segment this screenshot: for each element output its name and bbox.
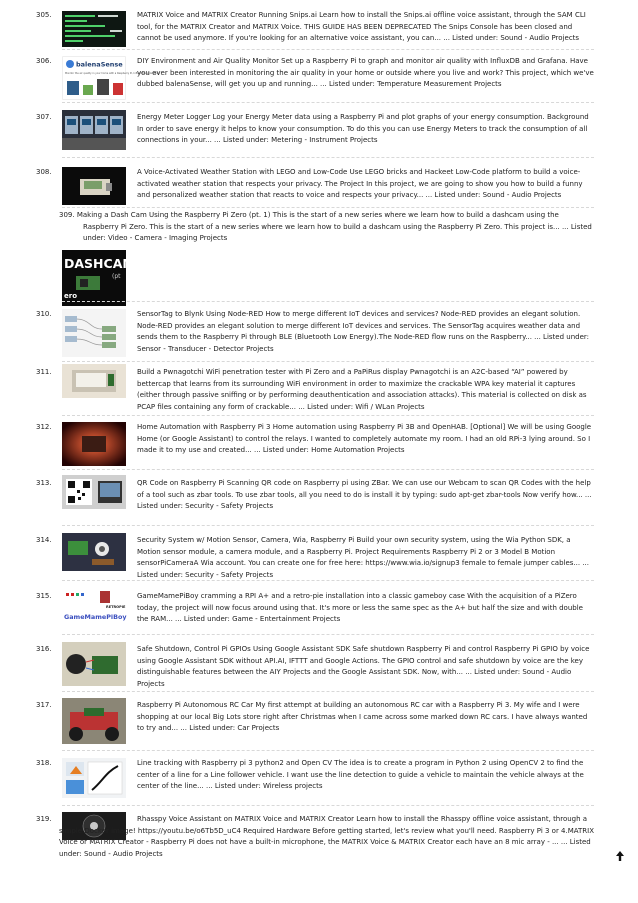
item-number: 308. [36, 168, 52, 176]
thumbnail[interactable] [62, 56, 160, 100]
item-number: 318. [36, 759, 52, 767]
item-number: 313. [36, 479, 52, 487]
item-description: GameMamePiBoy cramming a RPI A+ and a retro-pie installation into a classic gameboy case With the acquisition of a PiZero today, the project will now focus around using that. It's more or less the same spec as the A+ but half the size and with double the RAM... ... Listed under: Game - Entertainment Projects [137, 592, 583, 624]
pwnagotchi-image [62, 364, 126, 398]
item-description: A Voice-Activated Weather Station with LEGO and Low-Code Use LEGO bricks and Hackeet Low-Code platform to build a voice-activated weather station that respects your privacy. The Project In this project, we are going to show you how to build a funny and personalized weather station that reacts to voice and respects your privacy... ... Listed under: Sound - Audio Projects [137, 168, 583, 200]
svg-text:RETROPIE: RETROPIE [106, 605, 126, 609]
thumbnail[interactable] [62, 698, 126, 744]
item-description: MATRIX Voice and MATRIX Creator Running Snips.ai Learn how to install the Snips.ai offline voice assistant, through the SAM CLI tool, for the MATRIX Creator and MATRIX Voice. THIS GUIDE HAS BEEN DEPRECATED The Snips Console has been closed and cannot be used anymore. If you're looking for an alternative voice assistant, you can... ... Listed under: Sound - Audio Projects [137, 11, 586, 43]
thumbnail[interactable] [62, 309, 126, 357]
rc-car-image [62, 698, 126, 744]
divider [62, 361, 594, 362]
divider [62, 580, 594, 581]
energy-meters-image [62, 110, 126, 150]
dashcam-image [62, 250, 135, 306]
gameboy-title-text: GameMamePiBoy [64, 613, 127, 621]
divider [62, 525, 594, 526]
divider [62, 805, 594, 806]
thumbnail[interactable] [62, 475, 126, 509]
item-number: 305. [36, 11, 52, 19]
item-description [59, 814, 599, 860]
thumbnail[interactable] [62, 642, 126, 686]
thumbnail[interactable] [62, 364, 126, 398]
item-number: 310. [36, 310, 52, 318]
item-description: SensorTag to Blynk Using Node-RED How to merge different IoT devices and services? Node-RED provides an elegant solution. Node-RED provides an elegant solution to merge different IoT devices and services. The SensorTag acquires weather data and sends them to the Raspberry Pi through BLE (Bluetooth Low Energy).The Node-RED flow runs on the Raspberry... ... Listed under: Sensor - Transducer - Detector Projects [137, 310, 589, 353]
item-description [59, 210, 594, 245]
thumbnail[interactable] [62, 533, 126, 571]
divider [62, 49, 594, 50]
item-description: Energy Meter Logger Log your Energy Meter data using a Raspberry Pi and plot graphs of your energy consumption. Background In order to save energy it helps to know your consumption. To do this you can use Energy Meters to track the consumption of all connections in your... ... Listed under: Metering - Instrument Projects [137, 113, 589, 145]
node-red-flow-image [62, 309, 126, 357]
thumbnail[interactable] [62, 250, 135, 306]
svg-text:(pt: (pt [112, 273, 121, 280]
line-tracking-image [62, 758, 126, 798]
item-number: 319. [36, 815, 52, 823]
item-description: Raspberry Pi Autonomous RC Car My first attempt at building an autonomous RC car with a Raspberry Pi 3. My wife and I were shopping at our local Big Lots store right after Christmas when I came across some marked down RC cars. I have always wanted to try and... ... Listed under: Car Projects [137, 701, 588, 733]
item-text: Rhasspy Voice Assistant on MATRIX Voice and MATRIX Creator Learn how to install the Rhasspy offline voice assistant, through a simple Docker image! https://youtu.be/o6Tb5D_uC4 Required Hardware Before getting started, let's review what you'll need. Raspberry Pi 3 or 4.MATRIX Voice or MATRIX Creator - Raspberry Pi does not have a built-in microphone, the MATRIX Voice & MATRIX Creator each have an 8 mic array - ... ... Listed under: Sound - Audio Projects [59, 815, 595, 858]
item-description: Security System w/ Motion Sensor, Camera, Wia, Raspberry Pi Build your own security system, using the Wia Python SDK, a Motion sensor module, a camera module, and a Raspberry Pi. Project Requirements Raspberry Pi 2 or 3 Model B Motion sensorPiCameraA Wia account. You can create one for free here: https://www.wia.io/signup3 female to female jumper cables... ... Listed under: Security - Safety Projects [137, 536, 590, 579]
divider [62, 157, 594, 158]
qr-scan-image [62, 475, 126, 509]
thumbnail[interactable] [62, 758, 126, 798]
item-number: 314. [36, 536, 52, 544]
balena-logo-text: balenaSense [76, 60, 123, 69]
item-description: DIY Environment and Air Quality Monitor Set up a Raspberry Pi to graph and monitor air quality with InfluxDB and Grafana. Have you ever been interested in monitoring the air quality in your home or outside where you live and work? This project, which we've dubbed balenaSense, will get you up and running... ... Listed under: Temperature Measurement Projects [137, 57, 594, 89]
item-description: Line tracking with Raspberry pi 3 python2 and Open CV The idea is to create a program in Python 2 using OpenCV 2 to find the center of a line for a Line follower vehicle. I want use the line detection to guide a vehicle to maintain the vehicle always at the center of the line... ... Listed under: Wireless projects [137, 759, 584, 791]
thumbnail[interactable] [62, 167, 126, 205]
item-number: 307. [36, 113, 52, 121]
arrow-up-icon[interactable] [616, 851, 624, 861]
svg-text:ero: ero [64, 292, 78, 300]
item-text: Making a Dash Cam Using the Raspberry Pi Zero (pt. 1) This is the start of a new series where we learn how to build a dashcam using the Raspberry Pi Zero. This is the start of a new series where we learn how to build a dashcam using the Raspberry Pi Zero. This project is... ... Listed under: Video - Camera - Imaging Projects [76, 211, 592, 243]
divider [62, 691, 594, 692]
item-number: 312. [36, 423, 52, 431]
divider [62, 469, 594, 470]
relay-board-image [62, 422, 126, 466]
gameboy-image [62, 588, 126, 626]
divider [62, 750, 594, 751]
svg-text:Monitor the air quality in you: Monitor the air quality in your home with a Raspberry Pi, InfluxDB and Grafana [65, 72, 160, 75]
item-number: 316. [36, 645, 52, 653]
item-number: 317. [36, 701, 52, 709]
balena-thumb-image [63, 57, 160, 101]
divider [62, 102, 594, 103]
divider [62, 634, 594, 635]
item-number: 315. [36, 592, 52, 600]
thumbnail[interactable] [62, 110, 126, 150]
item-number: 311. [36, 368, 52, 376]
item-description: QR Code on Raspberry Pi Scanning QR code on Raspberry pi using ZBar. We can use our Webcam to scan QR Codes with the help of a tool such as zbar tools. To use zbar tools, all you need to do is install it by typing: sudo apt-get zbar-tools Now verify how... ... Listed under: Security - Safety Projects [137, 479, 592, 511]
thumbnail[interactable] [62, 588, 126, 626]
item-description: Safe Shutdown, Control Pi GPIOs Using Google Assistant SDK Safe shutdown Raspberry Pi and control Raspberry Pi GPIO by voice using Google Assistant SDK without API.AI, IFTTT and Google Actions. The GPIO control and safe shutdown by voice are the key distinguishable features between the AIY Projects and the Google Assistant SDK. Now, with... ... Listed under: Sound - Audio Projects [137, 645, 590, 688]
thumbnail[interactable] [62, 11, 126, 47]
item-description: Home Automation with Raspberry Pi 3 Home automation using Raspberry Pi 3B and OpenHAB. [Optional] We will be using Google Home (or Google Assistant) to control the relays. I wanted to completely automate my room. I had an old RPi-3 lying around. So I made it to my use and created... ... Listed under: Home Automation Projects [137, 423, 592, 455]
terminal-screenshot-image [62, 11, 126, 47]
gpio-wiring-image [62, 642, 126, 686]
divider [62, 207, 594, 208]
divider [62, 301, 594, 302]
lego-station-image [62, 167, 126, 205]
thumbnail[interactable] [62, 422, 126, 466]
dashcam-text: DASHCAM [64, 256, 135, 271]
divider [62, 415, 594, 416]
item-number: 309. [59, 211, 75, 219]
item-number: 306. [36, 57, 52, 65]
security-system-image [62, 533, 126, 571]
item-description: Build a Pwnagotchi WiFi penetration tester with Pi Zero and a PaPiRus display Pwnagotchi is an A2C-based “AI” powered by bettercap that learns from its surrounding WiFi environment in order to maximize the crackable WPA key material it captures (either through passive sniffing or by performing deauthentication and association attacks). This material is collected on disk as PCAP files containing any form of crackable... ... Listed under: Wifi / WLan Projects [137, 368, 587, 411]
